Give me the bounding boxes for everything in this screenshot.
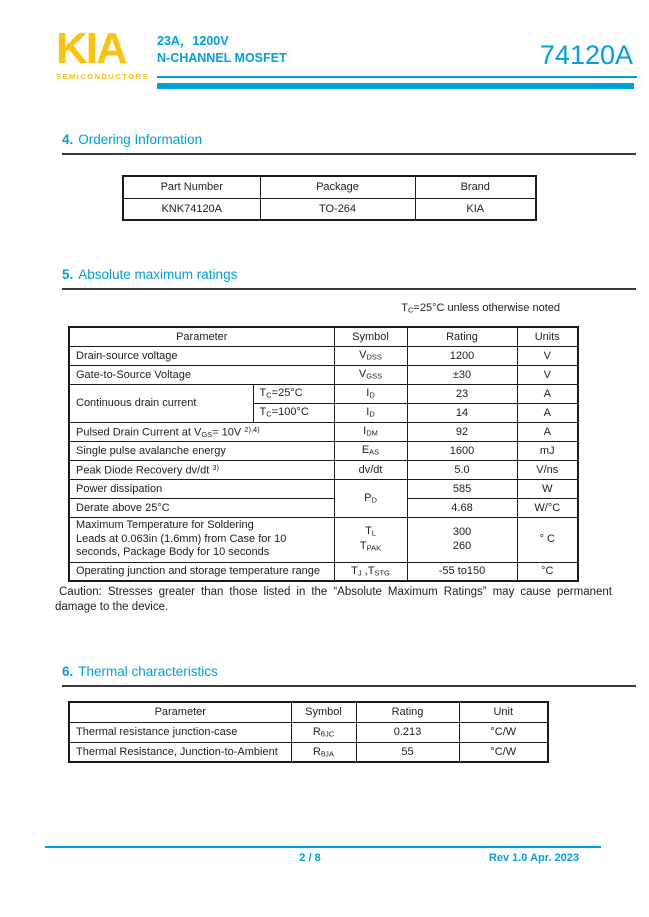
device-type-line: N-CHANNEL MOSFET	[157, 51, 287, 65]
symbol-subscript: L	[371, 528, 376, 537]
parameter-text: Peak Diode Recovery dv/dt	[76, 464, 213, 477]
cell-parameter: Drain-source voltage	[69, 346, 334, 365]
symbol-subscript: θJA	[321, 749, 334, 758]
header-rule-thin	[157, 76, 637, 78]
condition-rest: =25°C	[271, 387, 303, 400]
header-rule-thick	[157, 83, 634, 89]
symbol-base: I	[363, 425, 367, 438]
table-row-pd	[69, 479, 578, 498]
section-title: Thermal characteristics	[78, 664, 218, 679]
thermal-characteristics-table	[68, 701, 549, 763]
cell-parameter: Thermal resistance junction-case	[69, 722, 291, 742]
device-summary	[157, 33, 287, 67]
cell-rating: -55 to150	[407, 562, 517, 581]
symbol-base: E	[361, 444, 370, 457]
condition-subscript: C	[266, 409, 272, 419]
page-number: 2 / 8	[299, 852, 321, 864]
section-heading-ordering	[62, 132, 636, 155]
cell-symbol	[334, 562, 407, 581]
cell-rating: 5.0	[407, 460, 517, 479]
symbol-subscript: DSS	[366, 352, 382, 362]
col-header-symbol: Symbol	[291, 702, 356, 722]
ordering-header-row	[123, 176, 536, 198]
table-header-row	[69, 702, 548, 722]
footnote-superscript: 3)	[212, 462, 220, 472]
col-header-rating: Rating	[407, 327, 517, 346]
symbol-subscript: DM	[366, 428, 378, 438]
caution-note: Caution: Stresses greater than those listed in the “Absolute Maximum Ratings” may cause permanent damage to the device.	[55, 586, 612, 613]
symbol-subscript: STG	[374, 568, 390, 578]
parameter-line: Leads at 0.063in (1.6mm) from Case for 10	[76, 532, 287, 545]
cell-rating: 14	[407, 403, 517, 422]
ordering-data-row	[123, 198, 536, 220]
symbol-subscript: D	[369, 390, 375, 400]
absolute-maximum-ratings-table	[68, 326, 579, 582]
cell-symbol	[334, 517, 407, 562]
cell-rating: 4.68	[407, 498, 517, 517]
cell-rating: 585	[407, 479, 517, 498]
cell-rating	[407, 517, 517, 562]
parameter-subscript: GS	[201, 429, 213, 439]
table-row-eas	[69, 441, 578, 460]
table-row-id-25	[69, 384, 578, 403]
symbol-base: I	[366, 387, 370, 400]
cell-parameter: Gate-to-Source Voltage	[69, 365, 334, 384]
cell-rating: 55	[356, 742, 459, 762]
section-number: 4.	[62, 132, 74, 147]
cell-brand: KIA	[415, 198, 536, 220]
symbol-base: R	[312, 725, 321, 738]
cell-parameter	[69, 517, 334, 562]
revision-label: Rev 1.0 Apr. 2023	[488, 852, 579, 864]
condition-base: T	[259, 387, 267, 400]
ordering-table	[122, 175, 537, 221]
section-heading-thermal	[62, 664, 636, 687]
cell-unit: °C/W	[459, 742, 548, 762]
cell-parameter: Derate above 25°C	[69, 498, 334, 517]
parameter-line: Maximum Temperature for Soldering	[76, 519, 254, 532]
cell-units: V	[517, 346, 578, 365]
table-row-soldering	[69, 517, 578, 562]
cell-units: W	[517, 479, 578, 498]
symbol-base: ,T	[361, 565, 375, 577]
cell-parameter: Continuous drain current	[69, 384, 253, 422]
col-header-unit: Unit	[459, 702, 548, 722]
table-row-dvdt	[69, 460, 578, 479]
symbol-base: T	[351, 565, 358, 577]
note-symbol-subscript: C	[408, 305, 414, 315]
symbol-subscript: J	[357, 568, 362, 578]
symbol-base: T	[365, 524, 372, 537]
condition-base: T	[259, 406, 267, 419]
parameter-text: Pulsed Drain Current at V	[76, 426, 202, 438]
table-row-rthjc	[69, 722, 548, 742]
cell-parameter: Power dissipation	[69, 479, 334, 498]
cell-parameter	[69, 422, 334, 441]
symbol-subscript: D	[371, 495, 377, 505]
cell-symbol: dv/dt	[334, 460, 407, 479]
section-number: 5.	[62, 267, 74, 282]
table-row-rthja	[69, 742, 548, 762]
cell-part-number: KNK74120A	[123, 198, 260, 220]
symbol-base: I	[366, 406, 370, 419]
parameter-text: = 10V	[212, 426, 245, 438]
cell-symbol	[334, 441, 407, 460]
cell-condition	[253, 403, 334, 422]
cell-rating: 92	[407, 422, 517, 441]
table-row-tj-tstg	[69, 562, 578, 581]
section-title: Absolute maximum ratings	[78, 267, 238, 282]
cell-units: W/°C	[517, 498, 578, 517]
col-header-symbol: Symbol	[334, 327, 407, 346]
section-title: Ordering Information	[78, 132, 203, 147]
symbol-base: P	[364, 491, 372, 504]
cell-parameter: Thermal Resistance, Junction-to-Ambient	[69, 742, 291, 762]
kia-logo	[56, 24, 149, 81]
col-header-package: Package	[260, 176, 415, 198]
symbol-subscript: GSS	[366, 371, 383, 381]
note-symbol-base: T	[401, 302, 408, 314]
cell-parameter: Operating junction and storage temperature range	[69, 562, 334, 581]
table-row-vgss	[69, 365, 578, 384]
section-heading-abs-max	[62, 267, 636, 290]
footnote-superscript: 2),4)	[244, 424, 260, 434]
cell-symbol	[334, 403, 407, 422]
cell-symbol	[334, 346, 407, 365]
part-number-title: 74120A	[539, 40, 633, 70]
cell-parameter	[69, 460, 334, 479]
cell-units: A	[517, 384, 578, 403]
cell-units: A	[517, 422, 578, 441]
condition-rest: =100°C	[271, 406, 309, 419]
kia-logo-text: KIA	[56, 24, 126, 73]
parameter-line: seconds, Package Body for 10 seconds	[76, 546, 270, 559]
cell-rating: 0.213	[356, 722, 459, 742]
symbol-subscript: PAK	[366, 543, 382, 552]
col-header-parameter: Parameter	[69, 327, 334, 346]
conditions-note	[401, 302, 560, 315]
cell-symbol	[334, 365, 407, 384]
col-header-units: Units	[517, 327, 578, 346]
cell-condition	[253, 384, 334, 403]
table-row-derate	[69, 498, 578, 517]
cell-unit: °C/W	[459, 722, 548, 742]
symbol-subscript: AS	[369, 447, 380, 457]
table-row-vdss	[69, 346, 578, 365]
cell-units: V/ns	[517, 460, 578, 479]
table-header-row	[69, 327, 578, 346]
cell-rating: ±30	[407, 365, 517, 384]
footer-rule	[45, 846, 601, 848]
cell-symbol	[334, 422, 407, 441]
condition-subscript: C	[266, 390, 272, 400]
symbol-base: V	[359, 349, 367, 362]
cell-rating: 23	[407, 384, 517, 403]
symbol-base: R	[313, 745, 321, 758]
cell-units: A	[517, 403, 578, 422]
cell-symbol	[334, 384, 407, 403]
cell-rating: 1600	[407, 441, 517, 460]
col-header-part-number: Part Number	[123, 176, 260, 198]
symbol-subscript: D	[369, 409, 375, 419]
symbol-line	[335, 525, 407, 540]
symbol-base: V	[358, 368, 367, 381]
cell-units: °C	[517, 562, 578, 581]
rating-line: 260	[452, 539, 472, 552]
cell-parameter: Single pulse avalanche energy	[69, 441, 334, 460]
cell-symbol	[291, 742, 356, 762]
cell-symbol	[291, 722, 356, 742]
rating-line: 300	[452, 526, 472, 538]
symbol-subscript: θJC	[320, 729, 335, 739]
col-header-rating: Rating	[356, 702, 459, 722]
cell-rating: 1200	[407, 346, 517, 365]
cell-units: ° C	[517, 517, 578, 562]
section-number: 6.	[62, 664, 74, 679]
symbol-line	[335, 540, 407, 555]
note-text: =25°C unless otherwise noted	[413, 302, 560, 314]
symbol-base: T	[359, 539, 367, 552]
col-header-brand: Brand	[415, 176, 536, 198]
kia-logo-subtext: SEMICONDUCTORS	[56, 72, 149, 81]
col-header-parameter: Parameter	[69, 702, 291, 722]
cell-symbol	[334, 479, 407, 517]
cell-units: mJ	[517, 441, 578, 460]
cell-package: TO-264	[260, 198, 415, 220]
table-row-idm	[69, 422, 578, 441]
cell-units: V	[517, 365, 578, 384]
device-rating-line: 23A，1200V	[157, 34, 229, 48]
